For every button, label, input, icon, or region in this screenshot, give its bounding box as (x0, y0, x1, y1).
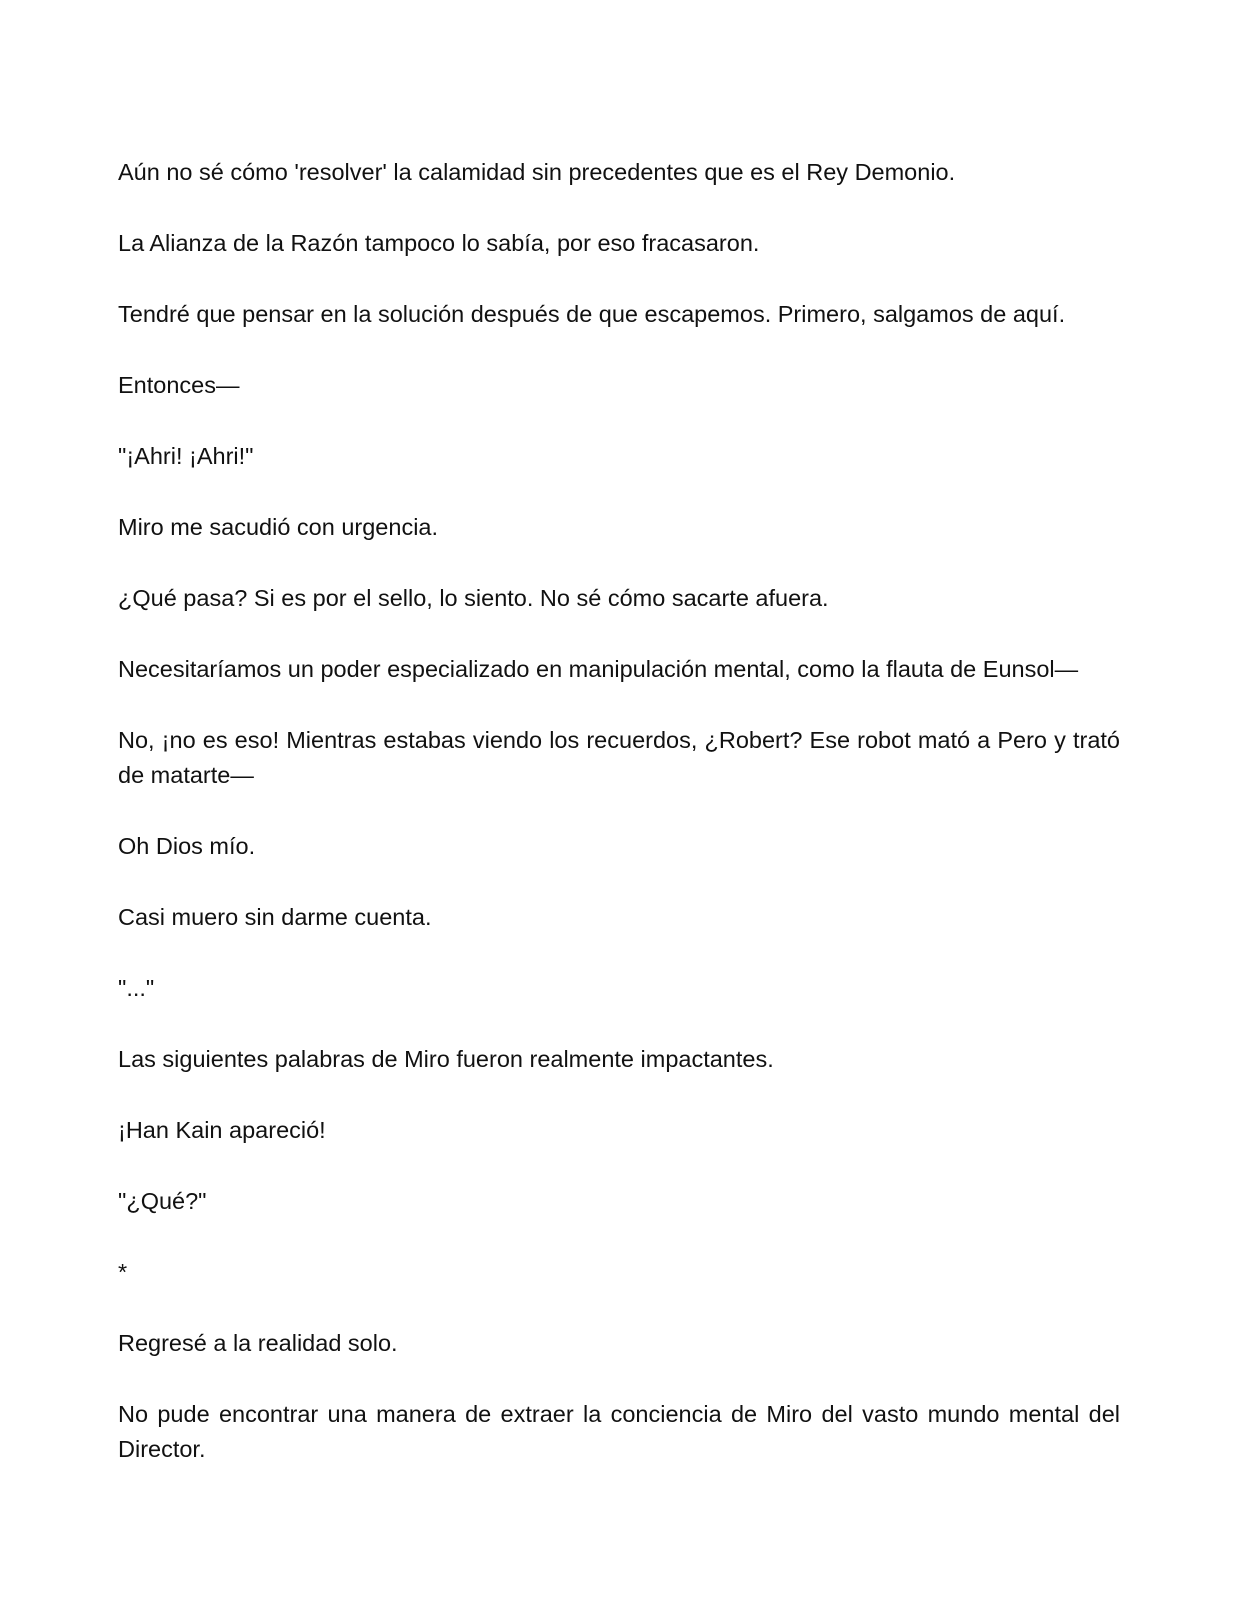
paragraph: No, ¡no es eso! Mientras estabas viendo los recuerdos, ¿Robert? Ese robot mató a Pero y trató de matarte— (118, 727, 1120, 788)
paragraph: La Alianza de la Razón tampoco lo sabía, por eso fracasaron. (118, 230, 760, 256)
paragraph: ¡Han Kain apareció! (118, 1117, 326, 1143)
paragraph: "..." (118, 975, 155, 1001)
paragraph: Necesitaríamos un poder especializado en manipulación mental, como la flauta de Eunsol— (118, 656, 1079, 682)
paragraph: Tendré que pensar en la solución después de que escapemos. Primero, salgamos de aquí. (118, 301, 1066, 327)
paragraph: "¿Qué?" (118, 1188, 207, 1214)
paragraph: Entonces— (118, 372, 240, 398)
paragraph: No pude encontrar una manera de extraer la conciencia de Miro del vasto mundo mental del Director. (118, 1401, 1120, 1462)
document-body (118, 155, 1120, 1503)
paragraph: Las siguientes palabras de Miro fueron realmente impactantes. (118, 1046, 774, 1072)
scene-break: * (118, 1259, 128, 1285)
paragraph: Regresé a la realidad solo. (118, 1330, 398, 1356)
paragraph: "¡Ahri! ¡Ahri!" (118, 443, 254, 469)
paragraph: ¿Qué pasa? Si es por el sello, lo siento. No sé cómo sacarte afuera. (118, 585, 829, 611)
paragraph: Miro me sacudió con urgencia. (118, 514, 439, 540)
paragraph: Casi muero sin darme cuenta. (118, 904, 432, 930)
paragraph: Aún no sé cómo 'resolver' la calamidad sin precedentes que es el Rey Demonio. (118, 159, 956, 185)
paragraph: Oh Dios mío. (118, 833, 256, 859)
